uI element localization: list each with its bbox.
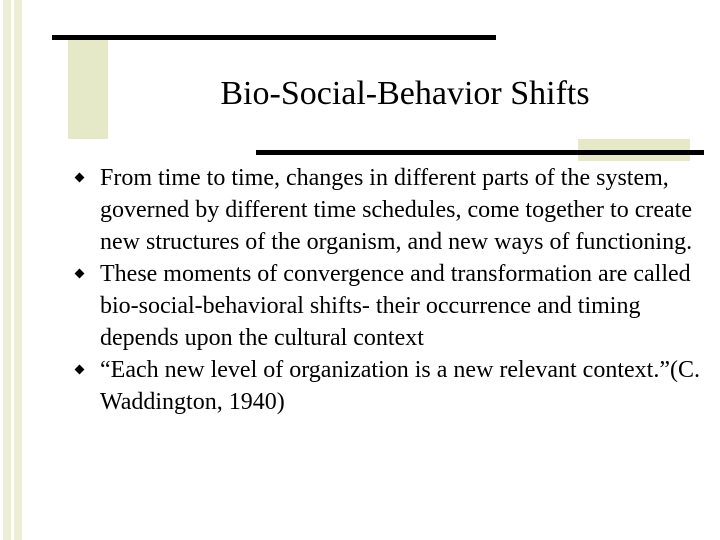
bullet-item xyxy=(74,354,714,418)
decorative-side-strip xyxy=(0,0,24,540)
bullet-item xyxy=(74,258,714,354)
bullet-list xyxy=(74,162,714,418)
diamond-bullet-icon xyxy=(75,269,85,279)
bullet-text: “Each new level of organization is a new relevant context.”(C. Waddington, 1940) xyxy=(100,357,700,415)
bullet-text: From time to time, changes in different parts of the system, governed by different time schedules, come together to create new structures of the organism, and new ways of functioning. xyxy=(100,165,693,255)
diamond-bullet-icon xyxy=(75,173,85,183)
decorative-title-block xyxy=(68,36,108,139)
bullet-item xyxy=(74,162,714,258)
slide-title: Bio-Social-Behavior Shifts xyxy=(220,75,590,112)
bullet-text: These moments of convergence and transformation are called bio-social-behavioral shifts- their occurrence and timing depends upon the cultural context xyxy=(100,261,691,351)
diamond-bullet-icon xyxy=(75,365,85,375)
title-bottom-rule xyxy=(256,150,704,155)
title-top-rule xyxy=(52,35,496,40)
